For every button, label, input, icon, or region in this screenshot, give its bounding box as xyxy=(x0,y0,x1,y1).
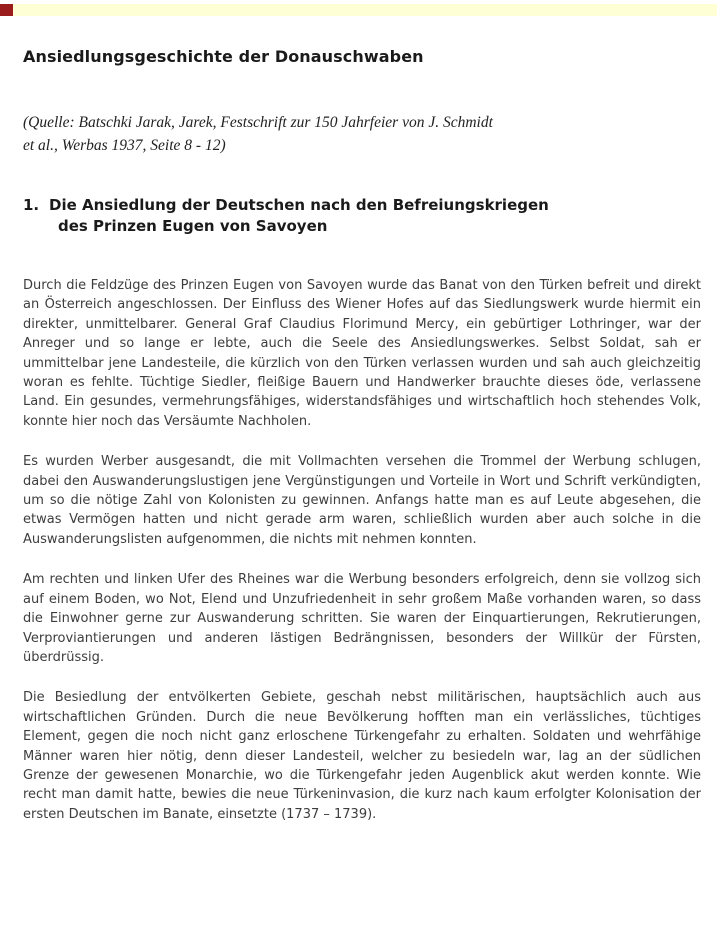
source-citation-line1: (Quelle: Batschki Jarak, Jarek, Festschrift zur 150 Jahrfeier von J. Schmidt xyxy=(23,114,493,131)
body-paragraph: Es wurden Werber ausgesandt, die mit Vollmachten versehen die Trommel der Werbung schlugen, dabei den Auswanderungslustigen jene Vergünstigungen und Vorteile in Wort und Schrift verkündigten, um so die nötige Zahl von Kolonisten zu gewinnen. Anfangs hatte man es auf Leute abgesehen, die etwas Vermögen hatten und nicht gerade arm waren, schließlich wurden aber auch solche in die Auswanderungslisten aufgenommen, die nichts mit nehmen konnten. xyxy=(23,454,701,547)
body-paragraph: Durch die Feldzüge des Prinzen Eugen von Savoyen wurde das Banat von den Türken befreit und direkt an Österreich angeschlossen. Der Einfluss des Wiener Hofes auf das Siedlungswerk wurde hiermit ein direkter, unmittelbarer. General Graf Claudius Florimund Mercy, ein gebürtiger Lothringer, war der Anreger und so lange er lebte, auch die Seele des Ansiedlungswerkes. Selbst Soldat, sah er ummittelbar jene Landesteile, die kürzlich von den Türken verlassen wurden und sah auch gleichzeitig woran es fehlte. Tüchtige Siedler, fleißige Bauern und Handwerker brauchte dieses öde, verlassene Land. Ein gesundes, vermehrungsfähiges, widerstandsfähiges und wirtschaftlich hoch stehendes Volk, konnte hier noch das Versäumte Nachholen. xyxy=(23,278,701,429)
section-heading-line1: Die Ansiedlung der Deutschen nach den Befreiungskriegen xyxy=(49,196,549,214)
source-citation xyxy=(23,111,701,157)
section-heading-text xyxy=(49,195,549,237)
document-body xyxy=(23,276,701,824)
document-title: Ansiedlungsgeschichte der Donauschwaben xyxy=(23,47,424,66)
section-heading-line2: des Prinzen Eugen von Savoyen xyxy=(58,217,328,235)
section-heading-number: 1. xyxy=(23,196,40,214)
body-paragraph: Die Besiedlung der entvölkerten Gebiete, geschah nebst militärischen, hauptsächlich auch aus wirtschaftlichen Gründen. Durch die neue Bevölkerung hofften man ein verlässliches, tüchtiges Element, gegen die noch nicht ganz erloschene Türkengefahr zu erhalten. Soldaten und wehrfähige Männer waren hier nötig, denn dieser Landesteil, welcher zu besiedeln war, lag an der südlichen Grenze der gewesenen Monarchie, wo die Türkengefahr jeden Augenblick akut werden konnte. Wie recht man damit hatte, bewies die neue Türkeninvasion, die kurz nach kaum erfolgter Kolonisation der ersten Deutschen im Banate, einsetzte (1737 – 1739). xyxy=(23,690,701,822)
source-citation-line2: et al., Werbas 1937, Seite 8 - 12) xyxy=(23,137,226,154)
section-heading xyxy=(23,195,701,237)
body-paragraph: Am rechten und linken Ufer des Rheines war die Werbung besonders erfolgreich, denn sie vollzog sich auf einem Boden, wo Not, Elend und Unzufriedenheit in sehr großem Maße vorhanden waren, so dass die Einwohner gerne zur Auswanderung schritten. Sie waren der Einquartierungen, Rekrutierungen, Verproviantierungen und anderen lästigen Bedrängnissen, besonders der Willkür der Fürsten, überdrüssig. xyxy=(23,572,701,665)
